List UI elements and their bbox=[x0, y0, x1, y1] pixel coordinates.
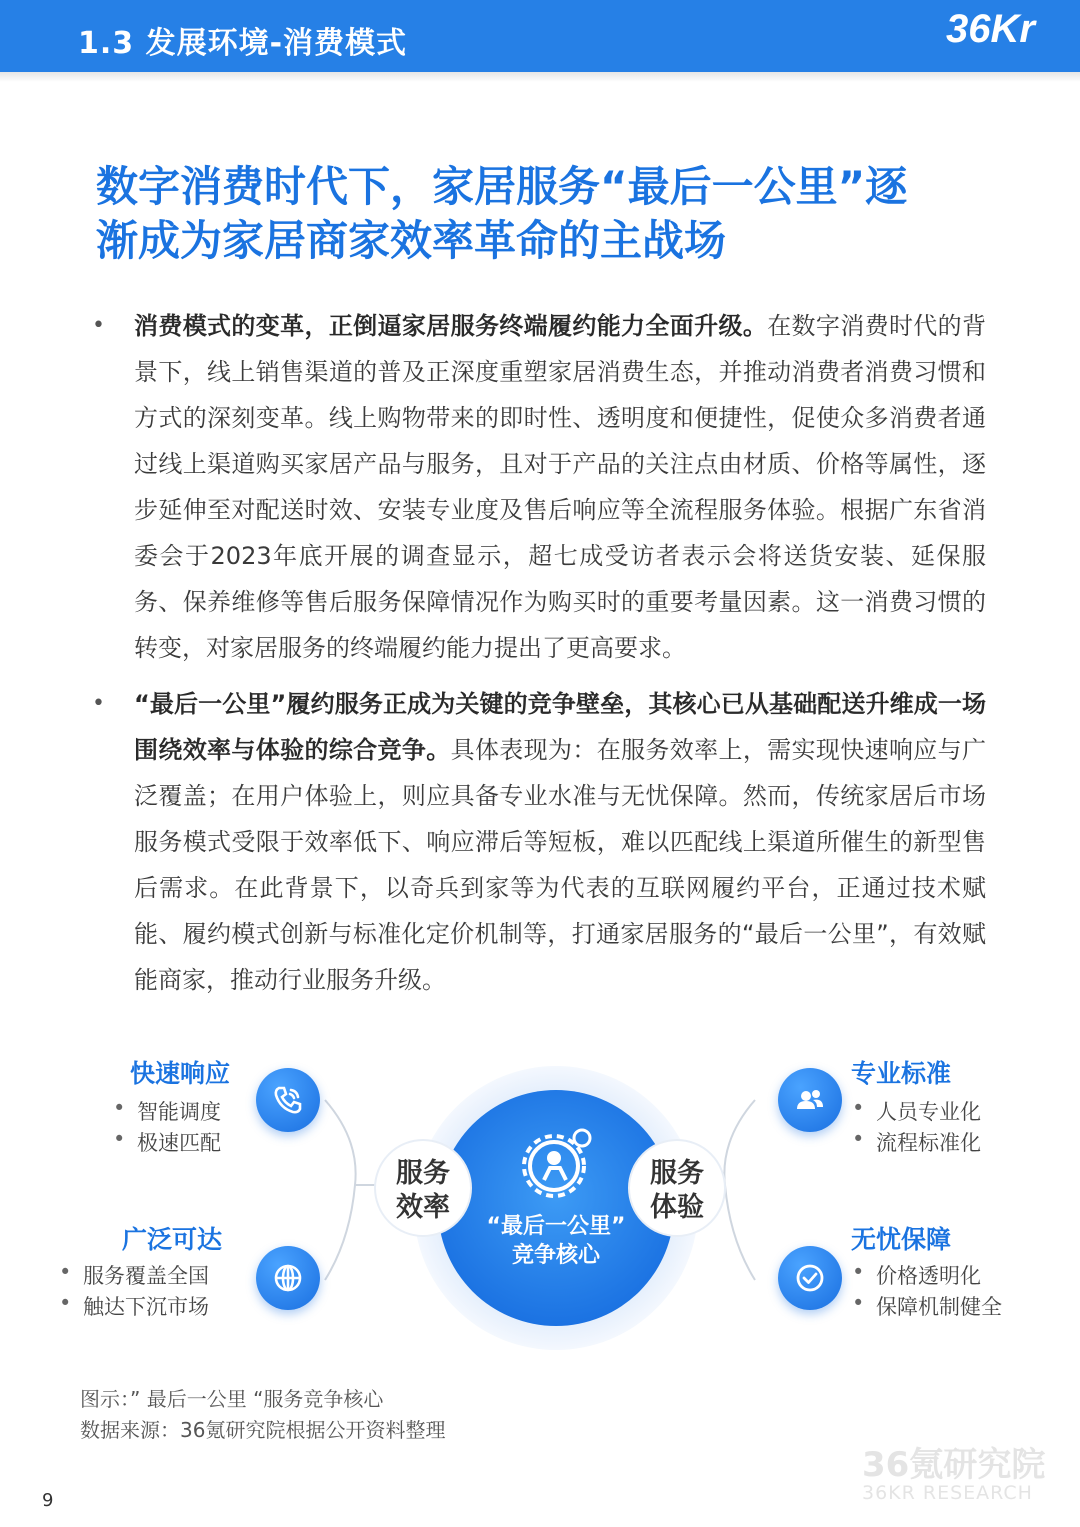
core-label-1: “最后一公里” bbox=[486, 1214, 626, 1239]
experience-label-2: 体验 bbox=[650, 1192, 704, 1223]
fast-response-title: 快速响应 bbox=[130, 1059, 231, 1088]
check-icon bbox=[778, 1246, 842, 1310]
main-title bbox=[96, 160, 996, 268]
header-bar bbox=[0, 0, 1080, 72]
right-connector bbox=[724, 1100, 755, 1280]
36kr-logo bbox=[940, 0, 1080, 72]
bullet-paragraph-1 bbox=[134, 303, 986, 671]
bullet-2-bold: “最后一公里”履约服务正成为关键的竞争壁垒，其核心已从基础配送升维成一场围绕效率与体验的综合竞争。 bbox=[134, 690, 986, 764]
main-title-line1: 数字消费时代下，家居服务“最后一公里”逐 bbox=[96, 162, 908, 211]
main-title-line2: 渐成为家居商家效率革命的主战场 bbox=[96, 216, 727, 265]
professional-standard-title: 专业标准 bbox=[851, 1059, 952, 1088]
bullet-marker: • bbox=[92, 313, 105, 338]
logo-36: 36Kr bbox=[946, 7, 1035, 51]
fast-response-item-2: • 极速匹配 bbox=[137, 1127, 221, 1157]
section-title: 1.3 发展环境-消费模式 bbox=[78, 26, 408, 61]
fast-response-item-1: • 智能调度 bbox=[137, 1096, 221, 1126]
worry-free-item-1: • 价格透明化 bbox=[876, 1260, 981, 1290]
globe-icon bbox=[256, 1246, 320, 1310]
header-shadow bbox=[0, 72, 1080, 82]
bullet-1-bold: 消费模式的变革，正倒逼家居服务终端履约能力全面升级。 bbox=[134, 312, 768, 340]
bullet-marker: • bbox=[92, 691, 105, 716]
wide-reach-title: 广泛可达 bbox=[122, 1225, 223, 1254]
wide-reach-item-1: • 服务覆盖全国 bbox=[83, 1260, 209, 1290]
experience-label-1: 服务 bbox=[650, 1158, 704, 1189]
page-number: 9 bbox=[42, 1490, 54, 1511]
watermark-en: 36KR RESEARCH bbox=[862, 1482, 1033, 1504]
efficiency-label-1: 服务 bbox=[396, 1158, 450, 1189]
bullet-2-text: 具体表现为：在服务效率上，需实现快速响应与广泛覆盖；在用户体验上，则应具备专业水准与无忧保障。然而，传统家居后市场服务模式受限于效率低下、响应滞后等短板，难以匹配线上渠道所催生的新型售后需求。在此背景下，以奇兵到家等为代表的互联网履约平台，正通过技术赋能、履约模式创新与标准化定价机制等，打通家居服务的“最后一公里”，有效赋能商家，推动行业服务升级。 bbox=[134, 736, 987, 994]
core-label-2: 竞争核心 bbox=[511, 1243, 601, 1268]
wide-reach-item-2: • 触达下沉市场 bbox=[83, 1291, 209, 1321]
figure-caption: 图示：” 最后一公里 “服务竞争核心 bbox=[80, 1387, 384, 1411]
bullet-paragraph-2 bbox=[134, 681, 986, 1003]
professional-item-2: • 流程标准化 bbox=[876, 1127, 981, 1157]
worry-free-title: 无忧保障 bbox=[851, 1225, 952, 1254]
bullet-1-text: 在数字消费时代的背景下，线上销售渠道的普及正深度重塑家居消费生态，并推动消费者消费习惯和方式的深刻变革。线上购物带来的即时性、透明度和便捷性，促使众多消费者通过线上渠道购买家居产品与服务，且对于产品的关注点由材质、价格等属性，逐步延伸至对配送时效、安装专业度及售后响应等全流程服务体验。根据广东省消委会于2023年底开展的调查显示，超七成受访者表示会将送货安装、延保服务、保养维修等售后服务保障情况作为购买时的重要考量因素。这一消费习惯的转变，对家居服务的终端履约能力提出了更高要求。 bbox=[134, 312, 987, 662]
worry-free-item-2: • 保障机制健全 bbox=[876, 1291, 1002, 1321]
people-icon bbox=[778, 1068, 842, 1132]
watermark-cn: 36氪研究院 bbox=[862, 1445, 1046, 1485]
efficiency-label-2: 效率 bbox=[396, 1192, 450, 1223]
data-source: 数据来源：36氪研究院根据公开资料整理 bbox=[80, 1418, 446, 1442]
professional-item-1: • 人员专业化 bbox=[876, 1096, 981, 1126]
left-connector bbox=[325, 1100, 356, 1280]
phone-icon bbox=[256, 1068, 320, 1132]
